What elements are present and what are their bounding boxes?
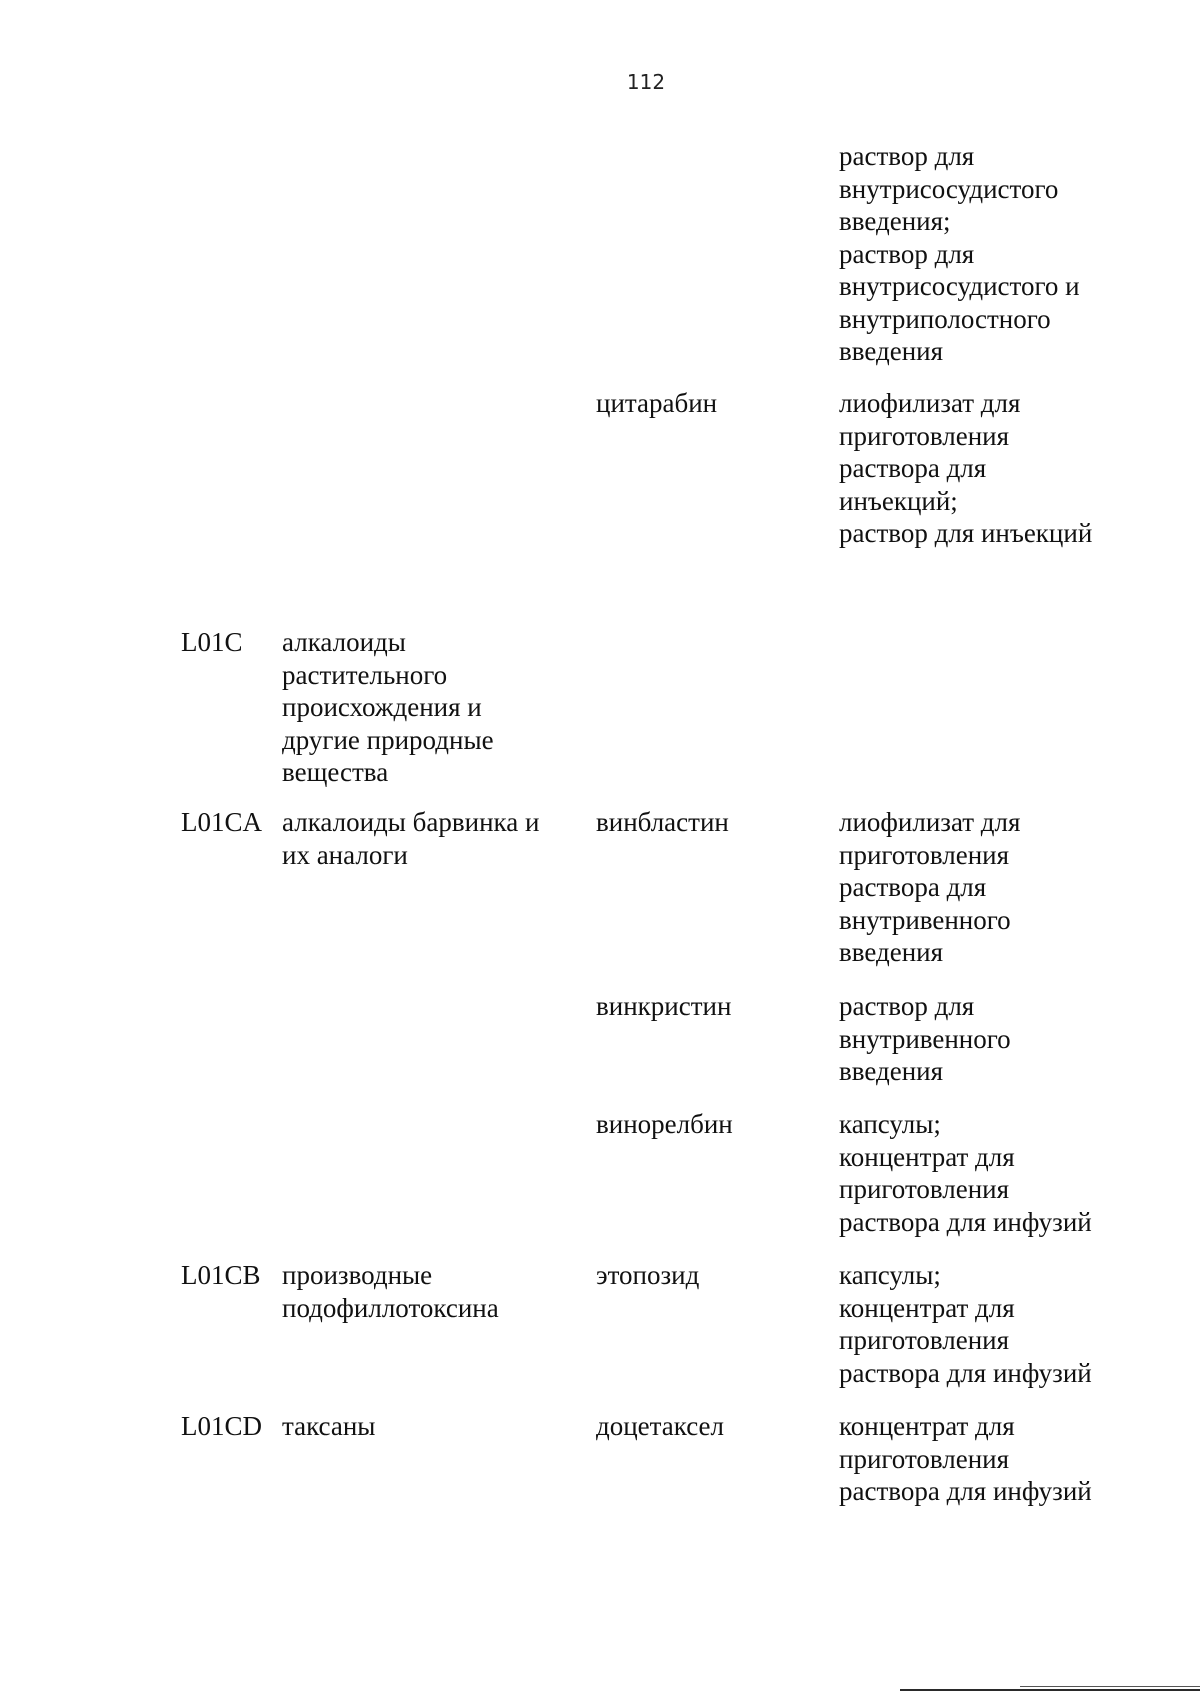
drug-name: цитарабин — [596, 388, 718, 418]
drug-name: винорелбин — [596, 1109, 733, 1139]
atc-code: L01CB — [181, 1260, 261, 1290]
atc-code: L01CA — [181, 807, 262, 837]
atc-code: L01CD — [181, 1411, 262, 1441]
class-name: алкалоиды барвинка и их аналоги — [282, 807, 540, 870]
drug-name: этопозид — [596, 1260, 700, 1290]
drug-name: винбластин — [596, 807, 729, 837]
dosage-forms: лиофилизат для приготовления раствора для инъекций; раствор для инъекций — [839, 388, 1093, 548]
page-number: 112 — [626, 70, 666, 94]
dosage-forms: капсулы; концентрат для приготовления раствора для инфузий — [839, 1260, 1092, 1388]
dosage-forms: раствор для внутрисосудистого введения; раствор для внутрисосудистого и внутриполостного введения — [839, 141, 1080, 366]
class-name: алкалоиды растительного происхождения и другие природные вещества — [282, 627, 494, 787]
atc-code: L01C — [181, 627, 243, 657]
drug-name: винкристин — [596, 991, 732, 1021]
scan-edge-line — [900, 1689, 1200, 1691]
drug-name: доцетаксел — [596, 1411, 724, 1441]
dosage-forms: лиофилизат для приготовления раствора для внутривенного введения — [839, 807, 1021, 967]
class-name: таксаны — [282, 1411, 376, 1441]
dosage-forms: капсулы; концентрат для приготовления раствора для инфузий — [839, 1109, 1092, 1237]
class-name: производные подофиллотоксина — [282, 1260, 499, 1323]
scan-edge-line — [1020, 1686, 1200, 1687]
dosage-forms: концентрат для приготовления раствора для инфузий — [839, 1411, 1092, 1506]
dosage-forms: раствор для внутривенного введения — [839, 991, 1011, 1086]
